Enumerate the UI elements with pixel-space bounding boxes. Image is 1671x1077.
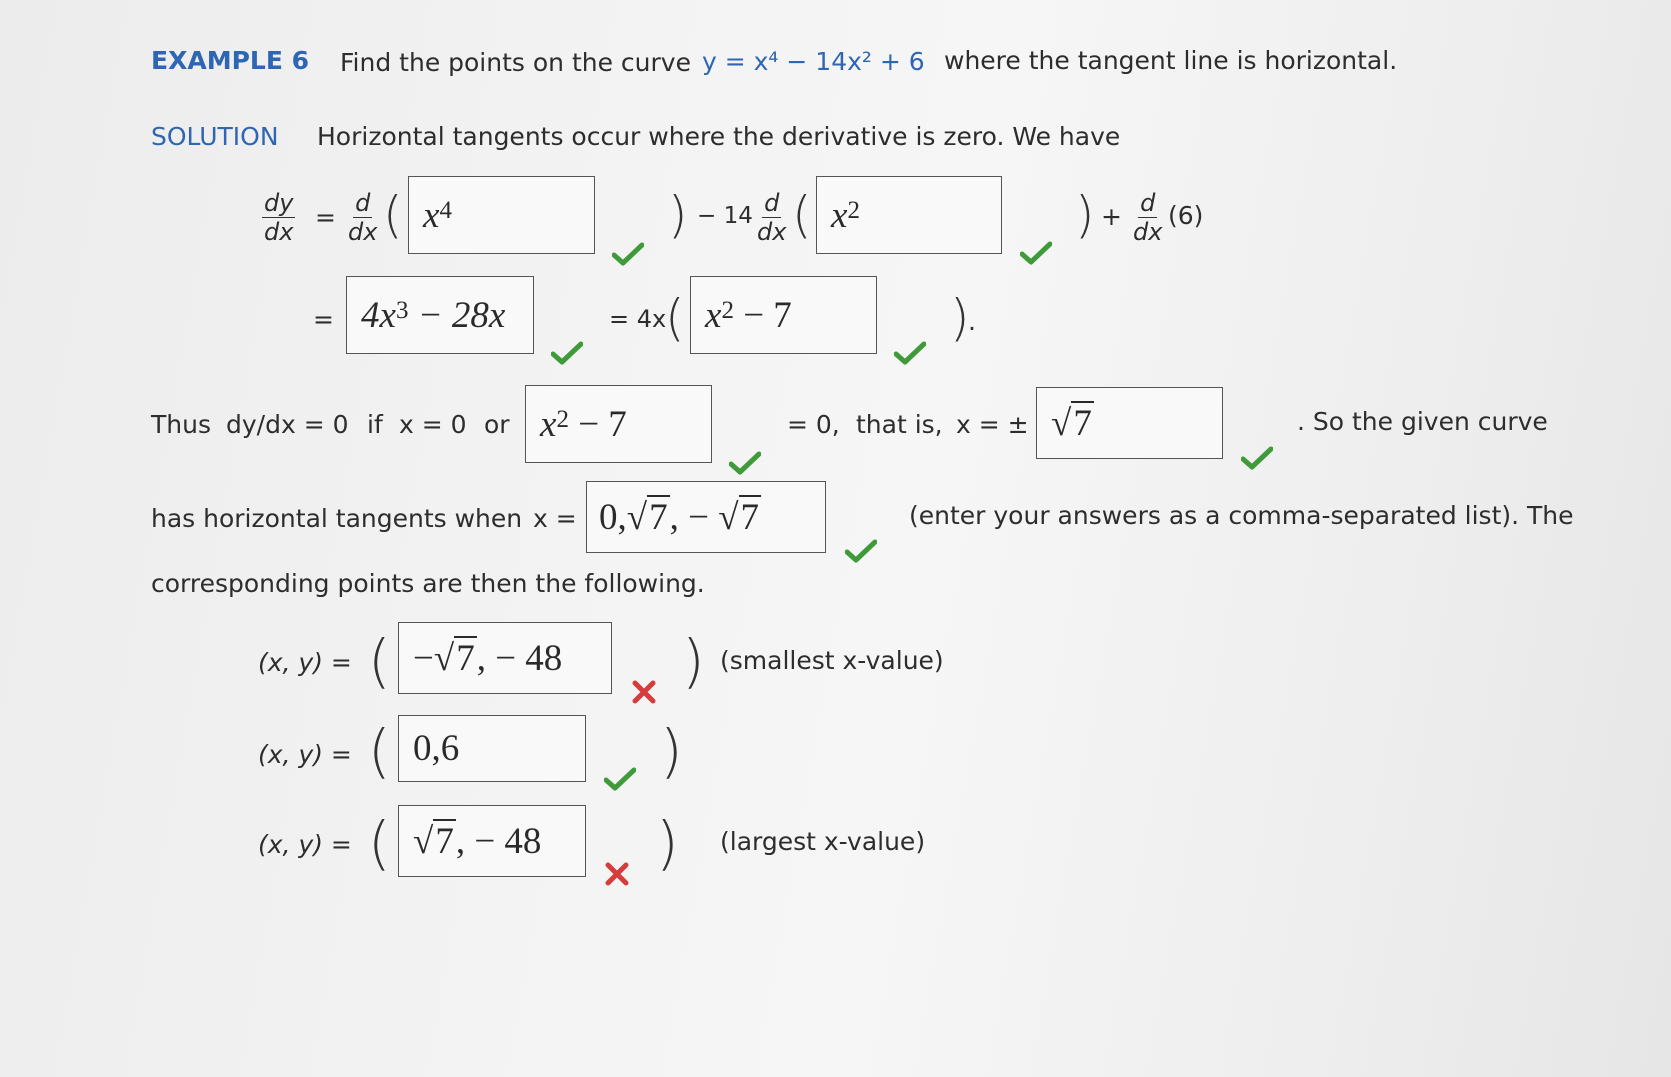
sqrt-radicand: 7 (435, 820, 454, 862)
answer-box-point-middle[interactable] (398, 715, 586, 782)
period: . (968, 307, 976, 336)
sqrt-expression: √7 (626, 496, 668, 538)
close-paren: ) (668, 186, 688, 244)
equals-sign: = (315, 203, 336, 232)
sqrt-radicand: 7 (1073, 402, 1092, 444)
open-paren: ( (383, 186, 403, 244)
correct-check-icon (612, 242, 644, 266)
problem-equation: y = x⁴ − 14x² + 6 (702, 47, 925, 76)
answer-box-point-largest[interactable] (398, 805, 586, 877)
so-curve-text: . So the given curve (1297, 407, 1548, 436)
point-label: (x, y) = (258, 740, 352, 769)
sqrt-radicand: 7 (456, 637, 475, 679)
correct-check-icon (604, 767, 636, 791)
answer-box-point-smallest[interactable] (398, 622, 612, 694)
correct-check-icon (729, 451, 761, 475)
answer-format-hint: (enter your answers as a comma-separated list). The (909, 501, 1574, 530)
close-paren: ) (1075, 186, 1095, 244)
d-numerator: d (764, 189, 780, 217)
correct-check-icon (1020, 241, 1052, 265)
open-paren: ( (368, 717, 391, 785)
point-label: (x, y) = (258, 648, 352, 677)
smallest-x-note: (smallest x-value) (720, 646, 944, 675)
answer-box-root[interactable] (1036, 387, 1223, 459)
dx-denominator: dx (348, 218, 378, 246)
open-paren: ( (368, 627, 391, 695)
that-is-text: that is, (856, 410, 943, 439)
sqrt-expression: √7 (718, 496, 759, 538)
equals-sign: = (313, 305, 334, 334)
x-plus-minus: x = ± (956, 410, 1029, 439)
incorrect-cross-icon (631, 679, 657, 705)
if-text: if (367, 410, 383, 439)
d-numerator: d (1140, 189, 1156, 217)
box-suffix: − 7 (733, 294, 792, 336)
d-dx-fraction-1 (348, 189, 377, 246)
sqrt-radicand: 7 (649, 496, 668, 538)
sqrt-radicand: 7 (740, 496, 759, 538)
d-numerator: d (355, 189, 371, 217)
minus-14: − 14 (697, 203, 753, 229)
point-prefix: − (413, 637, 434, 679)
dx-denominator: dx (264, 218, 294, 246)
answer-box-zero-factor[interactable] (525, 385, 712, 463)
or-text: or (484, 410, 510, 439)
open-paren: ( (368, 809, 391, 877)
d-dx-fraction-3 (1133, 189, 1162, 246)
box-base: x (705, 294, 722, 336)
box-exponent: 4 (439, 197, 452, 224)
incorrect-cross-icon (604, 861, 630, 887)
sqrt-expression: √7 (413, 820, 454, 862)
correct-check-icon (894, 341, 926, 365)
close-paren: ) (682, 627, 705, 695)
example-label: EXAMPLE 6 (151, 46, 310, 75)
constant-term: (6) (1168, 201, 1204, 230)
answer-box-x4[interactable] (408, 176, 595, 254)
solution-label: SOLUTION (151, 122, 279, 151)
answer-box-x2[interactable] (816, 176, 1002, 254)
point-suffix: , − 48 (476, 637, 563, 679)
x-equals: x = (533, 504, 577, 533)
box-base: x (423, 194, 440, 236)
answer-box-factor[interactable] (690, 276, 877, 354)
correct-check-icon (1241, 446, 1273, 470)
sqrt-expression: √7 (1051, 402, 1092, 444)
largest-x-note: (largest x-value) (720, 827, 926, 856)
list-prefix: 0, (599, 496, 627, 538)
dx-denominator: dx (1133, 218, 1163, 246)
correct-check-icon (845, 539, 877, 563)
sqrt-expression: √7 (433, 637, 475, 679)
problem-text-before: Find the points on the curve (340, 48, 691, 77)
factored-4x: = 4x (609, 305, 667, 333)
equals-zero: = 0, (787, 410, 840, 439)
plus-sign: + (1101, 202, 1122, 231)
box-base: x (831, 194, 848, 236)
box-exponent: 2 (556, 406, 569, 433)
point-prefix: 0,6 (413, 728, 460, 769)
point-suffix: , − 48 (455, 820, 542, 862)
corresponding-points-text: corresponding points are then the following. (151, 569, 705, 598)
box-base: x (540, 403, 557, 445)
answer-box-x-list[interactable] (586, 481, 826, 553)
box-exponent: 3 (395, 297, 409, 324)
box-prefix: 4x (361, 294, 396, 336)
close-paren: ) (660, 717, 683, 785)
dy-numerator: dy (264, 189, 294, 217)
horizontal-tangents-text: has horizontal tangents when (151, 504, 523, 533)
x-equals-zero: x = 0 (399, 410, 467, 439)
dy-dx-fraction (262, 189, 295, 246)
list-separator: , − (669, 496, 719, 538)
dydx-condition: dy/dx = 0 (226, 410, 349, 439)
answer-box-derivative[interactable] (346, 276, 534, 354)
correct-check-icon (551, 341, 583, 365)
box-exponent: 2 (847, 197, 860, 224)
thus-text: Thus (151, 410, 211, 439)
solution-intro: Horizontal tangents occur where the derivative is zero. We have (317, 122, 1121, 151)
point-label: (x, y) = (258, 830, 352, 859)
box-suffix: − 7 (568, 403, 627, 445)
box-exponent: 2 (721, 297, 734, 324)
close-paren: ) (656, 809, 679, 877)
dx-denominator: dx (757, 218, 787, 246)
open-paren: ( (665, 289, 685, 347)
close-paren: ) (950, 289, 970, 347)
box-suffix: − 28x (408, 294, 506, 336)
open-paren: ( (792, 186, 812, 244)
problem-text-after: where the tangent line is horizontal. (944, 46, 1398, 75)
d-dx-fraction-2 (757, 189, 786, 246)
